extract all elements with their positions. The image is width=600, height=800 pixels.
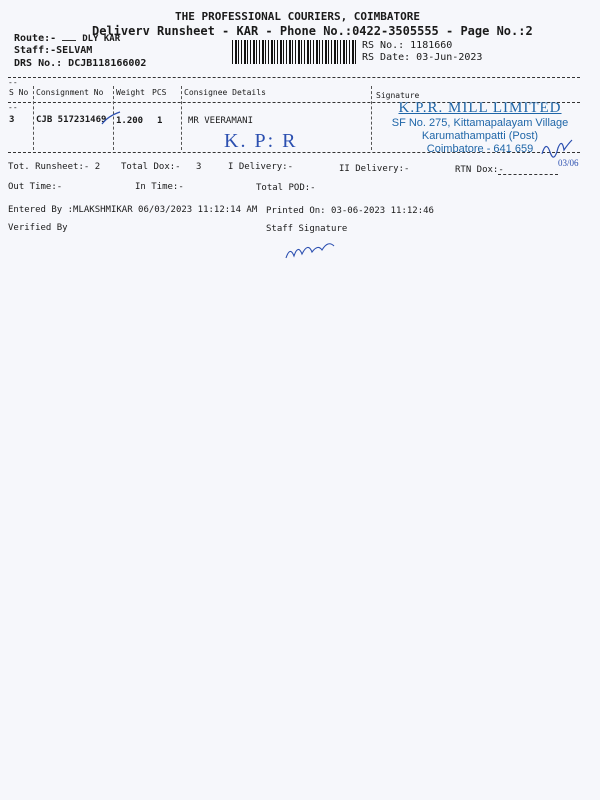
tick-mark — [100, 110, 122, 130]
col-weight: Weight — [116, 88, 145, 97]
printed-on: Printed On: 03-06-2023 11:12:46 — [266, 206, 434, 216]
staff-signature-scribble — [282, 236, 338, 264]
col-signature: Signature — [376, 91, 420, 100]
entered-by: Entered By :MLAKSHMIKAR 06/03/2023 11:12:14 AM — [8, 205, 258, 215]
handwritten-initials: K. P: R — [224, 130, 298, 152]
col-sno: S No — [9, 88, 29, 97]
stamp-line1: SF No. 275, Kittamapalayam Village — [391, 117, 569, 129]
route-label-text: Route:- — [14, 33, 57, 44]
company-name: THE PROFESSIONAL COURIERS, COIMBATORE — [175, 10, 421, 23]
total-dox-value: 3 — [196, 162, 202, 172]
rtn-dox: RTN Dox:- — [455, 165, 504, 175]
row-pcs: 1 — [157, 116, 163, 126]
rs-date: RS Date: 03-Jun-2023 — [362, 52, 483, 63]
col-pcs: PCS — [152, 88, 167, 97]
col-consignee: Consignee Details — [184, 88, 266, 97]
rs-number: RS No.: 1181660 — [362, 40, 453, 51]
col-consignment: Consignment No — [36, 88, 104, 97]
row-weight: 1.200 — [116, 116, 144, 126]
i-delivery: I Delivery:- — [228, 162, 294, 172]
total-pod: Total POD:- — [256, 183, 316, 193]
row-consignment: CJB 517231469 — [36, 115, 107, 125]
row-consignee: MR VEERAMANI — [188, 116, 254, 126]
rule-top — [8, 77, 580, 78]
staff-label: Staff:-SELVAM — [14, 45, 93, 56]
barcode — [232, 40, 357, 64]
out-time: Out Time:- — [8, 182, 63, 192]
route-label — [14, 33, 120, 44]
verified-by: Verified By — [8, 223, 68, 233]
tot-runsheet: Tot. Runsheet:- 2 — [8, 162, 101, 172]
route-value: DLY KAR — [82, 34, 121, 44]
ii-delivery: II Delivery:- — [339, 164, 410, 174]
in-time: In Time:- — [135, 182, 184, 192]
row-sno: 3 — [9, 115, 15, 125]
total-dox-label: Total Dox:- — [121, 162, 181, 172]
drs-number: DRS No.: DCJB118166002 — [14, 58, 147, 69]
stamp-name: K.P.R. MILL LIMITED — [398, 100, 562, 116]
handwritten-date: 03/06 — [558, 158, 579, 168]
stamp-line2: Karumathampatti (Post) — [421, 130, 539, 142]
runsheet-title: Deliverv Runsheet - KAR - Phone No.:0422-3505555 - Page No.:2 — [92, 24, 533, 38]
staff-signature-label: Staff Signature — [266, 224, 348, 234]
stamp-line3: Coimbatore - 641 659 — [426, 143, 534, 155]
